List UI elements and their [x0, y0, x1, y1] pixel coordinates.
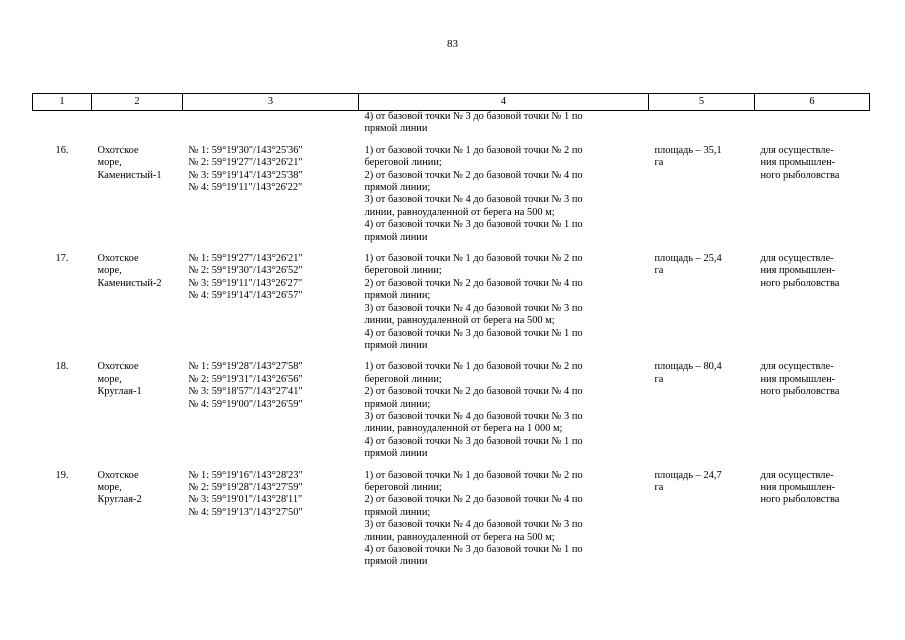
continuation-description: 4) от базовой точки № 3 до базовой точки № 1 по прямой линии [364, 111, 583, 135]
base-point-coordinates: № 1: 59°19'16"/143°28'23" № 2: 59°19'28"/143°27'59" № 3: 59°19'01"/143°28'11" № 4: 59°19'13"/143°27'50" [188, 469, 303, 518]
site-name: Охотское море, Каменистый-2 [97, 253, 162, 289]
row-number: 19. [55, 469, 69, 481]
table-row [33, 145, 870, 253]
table-row [33, 253, 870, 361]
page-number: 83 [447, 38, 458, 50]
base-point-coordinates: № 1: 59°19'30"/143°25'36" № 2: 59°19'27"/143°26'21" № 3: 59°19'14"/143°25'38" № 4: 59°19'11"/143°26'22" [188, 144, 303, 194]
table-header [33, 94, 870, 111]
boundary-description: 1) от базовой точки № 1 до базовой точки № 2 по береговой линии; 2) от базовой точки № 2 до базовой точки № 4 по прямой линии; 3) от базовой точки № 4 до базовой точки № 3 по линии, равноудаленной от берега на 500 м; 4) от базовой точки № 3 до базовой точки № 1 по прямой линии [364, 469, 583, 568]
site-purpose: для осуществле- ния промышлен- ного рыболовства [760, 361, 840, 398]
coordinates-table [32, 93, 870, 569]
continuation-row [33, 111, 870, 145]
site-area: площадь – 25,4 га [654, 253, 722, 277]
boundary-description: 1) от базовой точки № 1 до базовой точки № 2 по береговой линии; 2) от базовой точки № 2 до базовой точки № 4 по прямой линии; 3) от базовой точки № 4 до базовой точки № 3 по линии, равноудаленной от берега на 1 000 м; 4) от базовой точки № 3 до базовой точки № 1 по прямой линии [364, 361, 583, 460]
base-point-coordinates: № 1: 59°19'28"/143°27'58" № 2: 59°19'31"/143°26'56" № 3: 59°18'57"/143°27'41" № 4: 59°19'00"/143°26'59" [188, 361, 303, 410]
site-name: Охотское море, Круглая-1 [97, 361, 142, 398]
header-row [33, 94, 870, 111]
column-header-5: 5 [649, 94, 755, 111]
site-purpose: для осуществле- ния промышлен- ного рыболовства [760, 253, 840, 289]
column-header-2: 2 [92, 94, 183, 111]
site-purpose: для осуществле- ния промышлен- ного рыболовства [760, 469, 840, 506]
row-number: 17. [55, 253, 69, 265]
table-body [33, 111, 870, 569]
site-name: Охотское море, Круглая-2 [97, 469, 142, 506]
column-header-3: 3 [183, 94, 359, 111]
row-number: 16. [55, 144, 69, 156]
site-name: Охотское море, Каменистый-1 [97, 144, 162, 181]
column-header-4: 4 [359, 94, 649, 111]
table-row [33, 361, 870, 469]
table-row [33, 470, 870, 569]
boundary-description: 1) от базовой точки № 1 до базовой точки № 2 по береговой линии; 2) от базовой точки № 2 до базовой точки № 4 по прямой линии; 3) от базовой точки № 4 до базовой точки № 3 по линии, равноудаленной от берега на 500 м; 4) от базовой точки № 3 до базовой точки № 1 по прямой линии [364, 253, 583, 351]
site-area: площадь – 35,1 га [654, 144, 722, 169]
column-header-1: 1 [33, 94, 92, 111]
column-header-6: 6 [755, 94, 870, 111]
site-purpose: для осуществле- ния промышлен- ного рыболовства [760, 144, 840, 181]
site-area: площадь – 80,4 га [654, 361, 722, 385]
row-number: 18. [55, 361, 69, 373]
base-point-coordinates: № 1: 59°19'27"/143°26'21" № 2: 59°19'30"/143°26'52" № 3: 59°19'11"/143°26'27" № 4: 59°19'14"/143°26'57" [188, 253, 303, 302]
site-area: площадь – 24,7 га [654, 469, 722, 493]
boundary-description: 1) от базовой точки № 1 до базовой точки № 2 по береговой линии; 2) от базовой точки № 2 до базовой точки № 4 по прямой линии; 3) от базовой точки № 4 до базовой точки № 3 по линии, равноудаленной от берега на 500 м; 4) от базовой точки № 3 до базовой точки № 1 по прямой линии [364, 144, 583, 243]
